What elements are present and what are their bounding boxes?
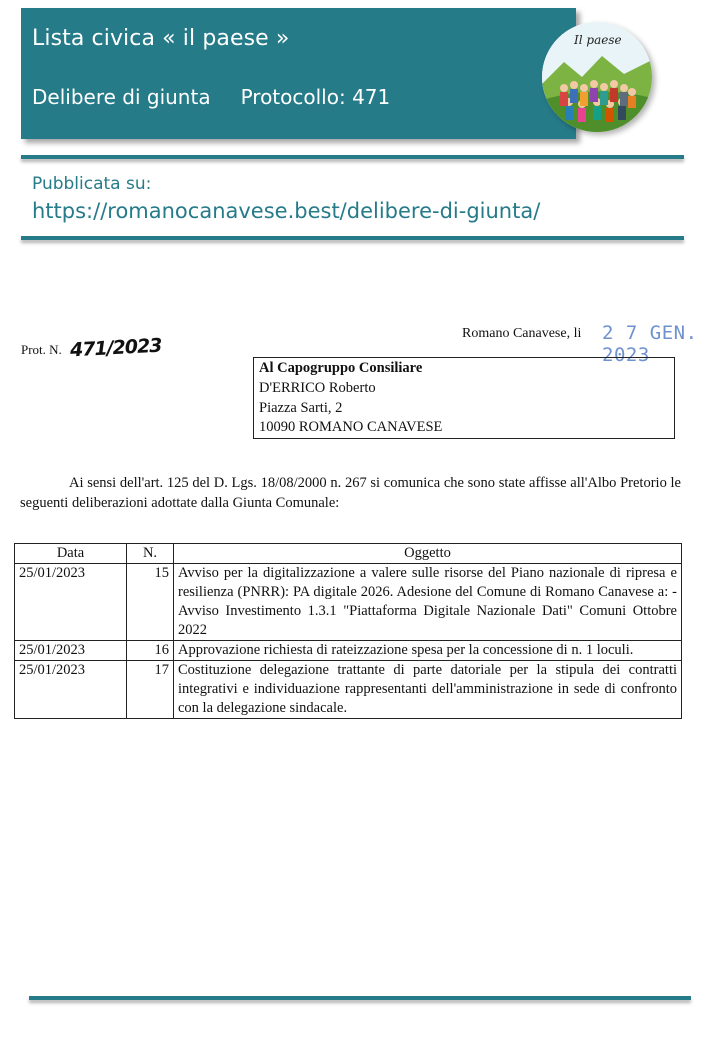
row-number: 17 xyxy=(127,661,174,719)
column-header-subject: Oggetto xyxy=(174,544,682,564)
il-paese-logo xyxy=(542,22,652,132)
row-number: 16 xyxy=(127,641,174,661)
table-row xyxy=(15,641,682,661)
row-date: 25/01/2023 xyxy=(15,564,127,641)
row-subject: Approvazione richiesta di rateizzazione spesa per la concessione di n. 1 loculi. xyxy=(174,641,682,661)
protocol-number-label: Prot. N. xyxy=(21,342,62,357)
table-row xyxy=(15,564,682,641)
header-banner xyxy=(21,8,576,139)
row-date: 25/01/2023 xyxy=(15,641,127,661)
logo-text: Il paese xyxy=(574,33,622,47)
group-of-people-logo-icon xyxy=(542,22,652,132)
place-and-date-label: Romano Canavese, li xyxy=(462,326,582,341)
divider-bottom xyxy=(29,996,691,1000)
divider-middle xyxy=(21,236,684,240)
date-stamp: 2 7 GEN. 2023 xyxy=(602,322,698,366)
published-url-link[interactable]: https://romanocanavese.best/delibere-di-giunta/ xyxy=(32,199,541,223)
deliberations-table xyxy=(14,543,682,719)
published-label: Pubblicata su: xyxy=(32,174,152,194)
column-header-number: N. xyxy=(127,544,174,564)
intro-paragraph: Ai sensi dell'art. 125 del D. Lgs. 18/08/2000 n. 267 si comunica che sono state affisse all'Albo Pretorio le seguenti deliberazioni adottate dalla Giunta Comunale: xyxy=(20,475,681,511)
column-header-date: Data xyxy=(15,544,127,564)
protocol-number-handwritten: 471/2023 xyxy=(69,334,162,362)
protocol-label: Protocollo: 471 xyxy=(240,85,391,109)
divider-top xyxy=(21,155,684,159)
header-subtitle xyxy=(32,85,390,109)
table-row xyxy=(15,661,682,719)
table-header-row xyxy=(15,544,682,564)
section-label: Delibere di giunta xyxy=(32,85,211,109)
row-subject: Avviso per la digitalizzazione a valere sulle risorse del Piano nazionale di ripresa e resilienza (PNRR): PA digitale 2026. Adesione del Comune di Romano Canavese a: - Avviso Investimento 1.3.1 "Piattaforma Digitale Nazionale Dati" Comuni Ottobre 2022 xyxy=(174,564,682,641)
recipient-name: D'ERRICO Roberto xyxy=(259,380,376,396)
row-date: 25/01/2023 xyxy=(15,661,127,719)
recipient-city: 10090 ROMANO CANAVESE xyxy=(259,419,443,435)
row-number: 15 xyxy=(127,564,174,641)
recipient-address-box xyxy=(253,357,675,439)
recipient-title: Al Capogruppo Consiliare xyxy=(259,360,423,376)
recipient-street: Piazza Sarti, 2 xyxy=(259,400,343,416)
header-title: Lista civica « il paese » xyxy=(32,26,290,51)
row-subject: Costituzione delegazione trattante di parte datoriale per la stipula dei contratti integrativi e individuazione rappresentanti dell'amministrazione in sede di confronto con la delegazione sindacale. xyxy=(174,661,682,719)
